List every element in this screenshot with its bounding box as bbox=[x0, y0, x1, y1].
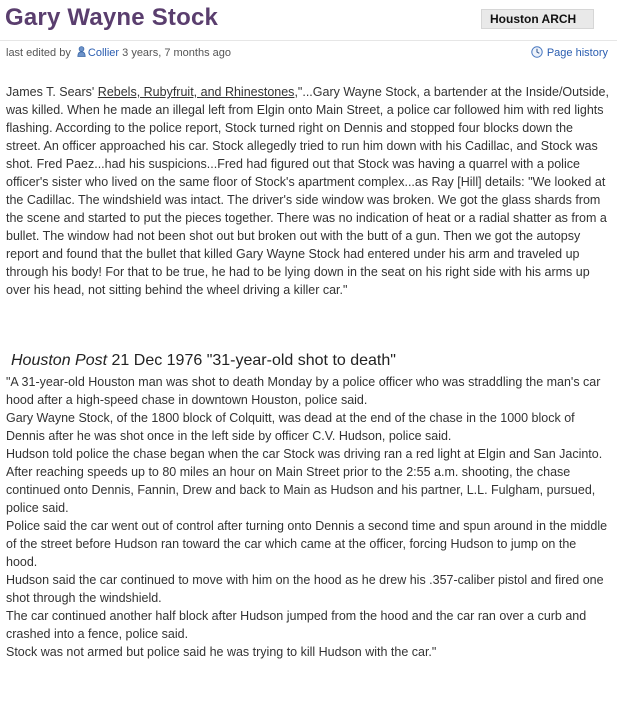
quote-paragraph: Gary Wayne Stock, of the 1800 block of Colquitt, was dead at the end of the chase in the 1000 block of Dennis after he was shot once in the left side by officer C.V. Hudson, police said. bbox=[6, 411, 575, 443]
workspace-badge[interactable]: Houston ARCH bbox=[481, 9, 594, 29]
user-icon bbox=[77, 46, 86, 57]
quote-paragraph: Hudson told police the chase began when the car Stock was driving ran a red light at Elgin and San Jacinto. bbox=[6, 447, 603, 461]
quote-paragraph: Stock was not armed but police said he was trying to kill Hudson with the car." bbox=[6, 645, 437, 659]
book-link[interactable]: Rebels, Rubyfruit, and Rhinestones bbox=[97, 85, 295, 99]
clock-icon bbox=[531, 46, 543, 58]
section-heading bbox=[11, 352, 396, 370]
edit-meta bbox=[6, 46, 231, 59]
page-history-label: Page history bbox=[546, 47, 608, 59]
edit-time: 3 years, 7 months ago bbox=[122, 47, 231, 59]
quote-paragraph: After reaching speeds up to 80 miles an hour on Main Street prior to the 2:55 a.m. shooting, the chase continued onto Dennis, Fannin, Drew and back to Main as Hudson and his partner, L.L. Fulgham, pursued, police said. bbox=[6, 465, 596, 515]
page-title: Gary Wayne Stock bbox=[5, 4, 219, 31]
edit-prefix: last edited by bbox=[6, 47, 71, 59]
publication-name: Houston Post bbox=[11, 352, 108, 369]
quote-paragraph: Police said the car went out of control after turning onto Dennis a second time and spun around in the middle of the street before Hudson ran toward the car which came at the officer, forcing Hudson to jump on the hood. bbox=[6, 519, 608, 569]
quote-paragraph: "A 31-year-old Houston man was shot to death Monday by a police officer who was straddling the man's car hood after a high-speed chase in downtown Houston, police said. bbox=[6, 375, 601, 407]
quote-paragraph: Hudson said the car continued to move with him on the hood as he drew his .357-caliber pistol and fired one shot through the windshield. bbox=[6, 573, 604, 605]
page-header bbox=[0, 0, 617, 41]
quote-block bbox=[6, 373, 610, 661]
page-history-link[interactable] bbox=[531, 46, 608, 59]
headline-text: 21 Dec 1976 "31-year-old shot to death" bbox=[111, 352, 396, 369]
quote-paragraph: The car continued another half block after Hudson jumped from the hood and the car ran over a curb and crashed into a fence, police said. bbox=[6, 609, 587, 641]
intro-text: ,"...Gary Wayne Stock, a bartender at the Inside/Outside, was killed. When he made an illegal left from Elgin onto Main Street, a police car followed him with red lights flashing. According to the police report, Stock turned right on Dennis and stopped four blocks down the street. An officer approached his car. Stock allegedly tried to run him down with his Cadillac, and Stock was shot. Fred Paez...had his suspicions...Fred had figured out that Stock was having a quarrel with a police officer's sister who lived on the same floor of Stock's apartment complex...as Ray [Hill] details: "We looked at the Cadillac. The windshield was intact. The driver's side window was broken. We got the glass shards from the scene and started to put the pieces together. There was no indication of heat or a radial shatter as from a bullet. The window had not been shot out but broken out with the butt of a gun. Then we got the autopsy report and found that the bullet that killed Gary Wayne Stock had entered under his arm and traveled up through his body! For that to be true, he had to be lying down in the seat on his right side with his arms up over his head, not sitting behind the wheel driving a killer car." bbox=[6, 85, 609, 297]
article-body bbox=[6, 83, 610, 299]
intro-paragraph bbox=[6, 83, 610, 299]
intro-author: James T. Sears' bbox=[6, 85, 95, 99]
editor-link[interactable]: Collier bbox=[87, 47, 120, 59]
